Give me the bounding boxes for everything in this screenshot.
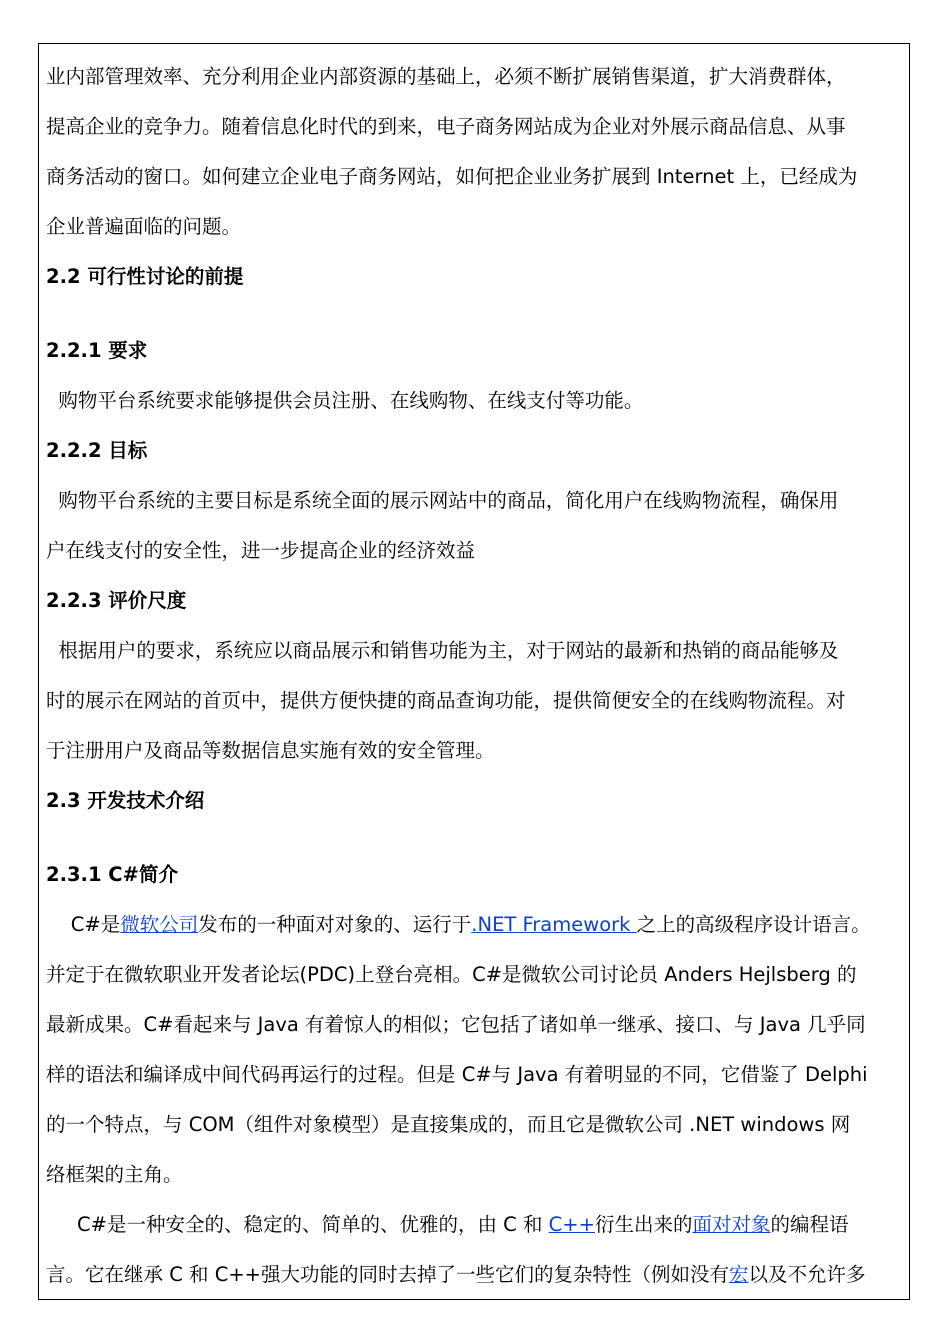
link-macro[interactable]: 宏 bbox=[729, 1263, 749, 1286]
paragraph-line: 最新成果。C#看起来与 Java 有着惊人的相似；它包括了诸如单一继承、接口、与 Java 几乎同 bbox=[46, 1013, 866, 1036]
text-run: 之上的高级程序设计语言。 bbox=[636, 913, 871, 936]
paragraph-line: 络框架的主角。 bbox=[46, 1163, 183, 1186]
section-heading-2-3-1: 2.3.1 C#简介 bbox=[46, 863, 178, 886]
text-run: C#是 bbox=[46, 913, 121, 936]
paragraph-line: 的一个特点，与 COM（组件对象模型）是直接集成的，而且它是微软公司 .NET windows 网 bbox=[46, 1113, 851, 1136]
link-cpp[interactable]: C++ bbox=[548, 1213, 595, 1236]
section-heading-2-2-1: 2.2.1 要求 bbox=[46, 339, 148, 362]
text-run: 的编程语 bbox=[770, 1213, 849, 1236]
paragraph-line: 于注册用户及商品等数据信息实施有效的安全管理。 bbox=[46, 739, 495, 762]
paragraph-line: 时的展示在网站的首页中，提供方便快捷的商品查询功能，提供简便安全的在线购物流程。对 bbox=[46, 689, 846, 712]
text-run: 以及不允许多 bbox=[748, 1263, 866, 1286]
paragraph-line: 业内部管理效率、充分利用企业内部资源的基础上，必须不断扩展销售渠道，扩大消费群体， bbox=[46, 65, 846, 88]
paragraph-line: 企业普遍面临的问题。 bbox=[46, 215, 242, 238]
paragraph-line bbox=[46, 900, 910, 950]
link-dotnet-framework[interactable]: .NET Framework bbox=[471, 913, 637, 936]
section-heading-2-2: 2.2 可行性讨论的前提 bbox=[46, 265, 244, 288]
section-heading-2-2-3: 2.2.3 评价尺度 bbox=[46, 589, 187, 612]
link-object-oriented[interactable]: 面对对象 bbox=[692, 1213, 771, 1236]
text-run: 言。它在继承 C 和 C++强大功能的同时去掉了一些它们的复杂特性（例如没有 bbox=[46, 1263, 730, 1286]
paragraph-line: 样的语法和编译成中间代码再运行的过程。但是 C#与 Java 有着明显的不同，它借鉴了 Delphi bbox=[46, 1063, 868, 1086]
text-run: C#是一种安全的、稳定的、简单的、优雅的，由 C 和 bbox=[46, 1213, 549, 1236]
spacer bbox=[46, 302, 910, 326]
paragraph-line: 户在线支付的安全性，进一步提高企业的经济效益 bbox=[46, 539, 476, 562]
paragraph-line: 提高企业的竞争力。随着信息化时代的到来，电子商务网站成为企业对外展示商品信息、从事 bbox=[46, 115, 846, 138]
link-microsoft[interactable]: 微软公司 bbox=[120, 913, 199, 936]
paragraph-line: 商务活动的窗口。如何建立企业电子商务网站，如何把企业业务扩展到 Internet 上，已经成为 bbox=[46, 165, 858, 188]
text-run: 衍生出来的 bbox=[594, 1213, 693, 1236]
paragraph-line bbox=[46, 1250, 910, 1300]
paragraph-line: 购物平台系统要求能够提供会员注册、在线购物、在线支付等功能。 bbox=[46, 389, 644, 412]
document-body bbox=[46, 52, 910, 1300]
paragraph-line bbox=[46, 1200, 910, 1250]
paragraph-line: 根据用户的要求，系统应以商品展示和销售功能为主，对于网站的最新和热销的商品能够及 bbox=[46, 639, 839, 662]
section-heading-2-2-2: 2.2.2 目标 bbox=[46, 439, 148, 462]
paragraph-line: 并定于在微软职业开发者论坛(PDC)上登台亮相。C#是微软公司讨论员 Anders Hejlsberg 的 bbox=[46, 963, 857, 986]
paragraph-line: 购物平台系统的主要目标是系统全面的展示网站中的商品，简化用户在线购物流程，确保用 bbox=[46, 489, 839, 512]
page-frame bbox=[38, 43, 910, 1300]
text-run: 发布的一种面对对象的、运行于 bbox=[198, 913, 472, 936]
spacer bbox=[46, 826, 910, 850]
section-heading-2-3: 2.3 开发技术介绍 bbox=[46, 789, 205, 812]
